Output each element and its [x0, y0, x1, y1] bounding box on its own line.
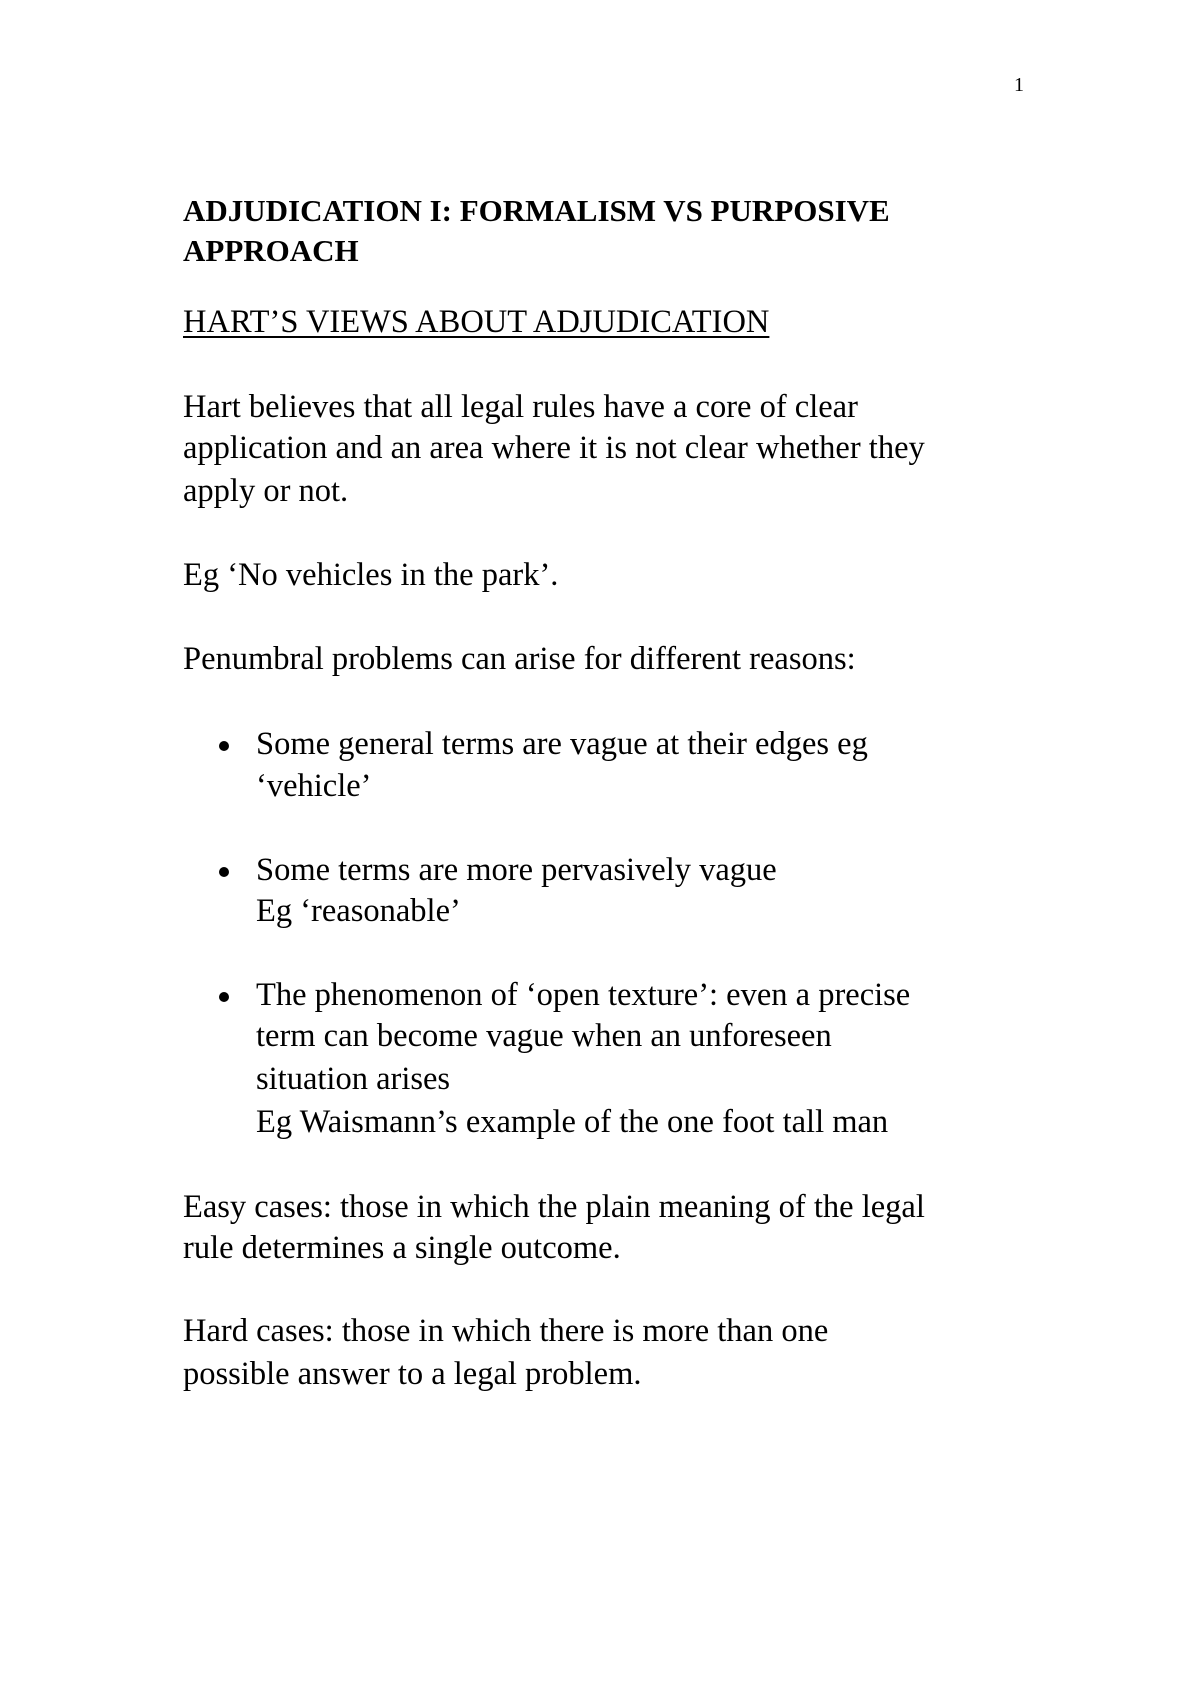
document-title-line: ADJUDICATION I: FORMALISM VS PURPOSIVE [183, 193, 890, 228]
bullet-line: Eg Waismann’s example of the one foot tall man [256, 1104, 889, 1140]
bullet-line: Some terms are more pervasively vague [256, 852, 777, 888]
bullet-line: Some general terms are vague at their edges eg [256, 726, 868, 762]
bullet-line: Eg ‘reasonable’ [256, 893, 461, 929]
section-heading-text: HART’S VIEWS ABOUT ADJUDICATION [183, 304, 770, 340]
paragraph-line: Penumbral problems can arise for different reasons: [183, 641, 856, 677]
bullet-icon [219, 741, 229, 751]
bullet-icon [219, 992, 229, 1002]
bullet-line: ‘vehicle’ [256, 768, 372, 804]
bullet-line: term can become vague when an unforeseen [256, 1018, 832, 1054]
bullet-line: The phenomenon of ‘open texture’: even a precise [256, 977, 911, 1013]
bullet-icon [219, 867, 229, 877]
bullet-line: situation arises [256, 1061, 451, 1097]
section-heading [183, 301, 769, 343]
page-number: 1 [1014, 74, 1024, 96]
paragraph-line: Hart believes that all legal rules have a core of clear [183, 389, 858, 425]
paragraph-line: Easy cases: those in which the plain meaning of the legal [183, 1189, 925, 1225]
paragraph-line: Hard cases: those in which there is more than one [183, 1313, 829, 1349]
document-title-line: APPROACH [183, 233, 359, 268]
paragraph-line: possible answer to a legal problem. [183, 1356, 642, 1392]
paragraph-line: rule determines a single outcome. [183, 1230, 621, 1266]
paragraph-line: application and an area where it is not clear whether they [183, 430, 925, 466]
paragraph-line: apply or not. [183, 473, 349, 509]
paragraph-line: Eg ‘No vehicles in the park’. [183, 557, 559, 593]
